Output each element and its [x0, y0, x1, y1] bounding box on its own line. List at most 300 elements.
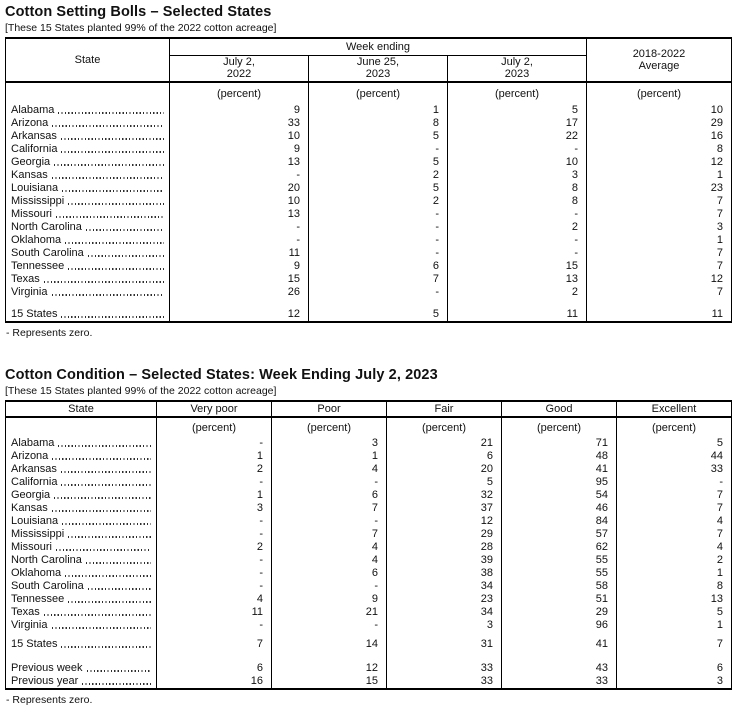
unit-cell: (percent) [272, 417, 387, 437]
value-cell: 37 [387, 502, 502, 515]
unit-cell: (percent) [617, 417, 732, 437]
value-cell: 33 [387, 662, 502, 675]
value-cell: 38 [387, 567, 502, 580]
value-cell: 11 [170, 247, 309, 260]
week-ending-group-header: Week ending [170, 38, 587, 55]
value-cell: 11 [448, 308, 587, 322]
state-cell [6, 662, 157, 675]
table-row [6, 476, 732, 489]
state-name: Texas [11, 606, 40, 618]
dotted-leader [65, 242, 164, 244]
unit-cell: (percent) [387, 417, 502, 437]
value-cell: 6 [272, 489, 387, 502]
value-cell: 5 [448, 104, 587, 117]
table-row [6, 580, 732, 593]
state-cell [6, 234, 170, 247]
value-cell: 1 [272, 450, 387, 463]
table-row [6, 208, 732, 221]
state-cell [6, 247, 170, 260]
state-name: Arkansas [11, 463, 57, 475]
dotted-leader [52, 458, 151, 460]
value-cell: 95 [502, 476, 617, 489]
table-row [6, 528, 732, 541]
value-cell: - [170, 221, 309, 234]
value-cell: 4 [272, 463, 387, 476]
unit-cell: (percent) [157, 417, 272, 437]
value-cell: 6 [157, 662, 272, 675]
value-cell: - [170, 169, 309, 182]
table-row [6, 541, 732, 554]
value-cell: 84 [502, 515, 617, 528]
table-row [6, 489, 732, 502]
state-name: Georgia [11, 156, 51, 168]
dotted-leader [88, 255, 164, 257]
value-cell: - [157, 554, 272, 567]
table-row [6, 273, 732, 286]
state-cell [6, 182, 170, 195]
col-header-poor: Poor [272, 401, 387, 417]
value-cell: - [157, 567, 272, 580]
total-row [6, 308, 732, 322]
value-cell: 23 [587, 182, 732, 195]
value-cell: 2 [448, 221, 587, 234]
state-name: California [11, 476, 58, 488]
header-row [6, 401, 732, 417]
value-cell: - [617, 476, 732, 489]
value-cell: 3 [448, 169, 587, 182]
state-name: Mississippi [11, 528, 65, 540]
value-cell: 3 [617, 675, 732, 689]
value-cell: 21 [272, 606, 387, 619]
table-row [6, 606, 732, 619]
state-name: Oklahoma [11, 234, 62, 246]
value-cell: 9 [272, 593, 387, 606]
value-cell: 2 [157, 541, 272, 554]
value-cell: 7 [157, 638, 272, 651]
value-cell: - [272, 515, 387, 528]
table-row [6, 437, 732, 450]
unit-cell: (percent) [448, 82, 587, 104]
table-row [6, 619, 732, 632]
state-cell [6, 195, 170, 208]
value-cell: 3 [157, 502, 272, 515]
value-cell: 5 [309, 130, 448, 143]
dotted-leader [44, 614, 151, 616]
spacer-row [6, 651, 732, 662]
value-cell: 7 [587, 195, 732, 208]
dotted-leader [58, 112, 164, 114]
value-cell: 2 [309, 169, 448, 182]
state-cell [6, 273, 170, 286]
value-cell: 28 [387, 541, 502, 554]
value-cell: - [448, 234, 587, 247]
value-cell: - [309, 208, 448, 221]
state-cell [6, 450, 157, 463]
value-cell: - [157, 515, 272, 528]
value-cell: 7 [272, 502, 387, 515]
value-cell: 8 [587, 143, 732, 156]
value-cell: 29 [387, 528, 502, 541]
state-name: North Carolina [11, 221, 82, 233]
value-cell: 4 [272, 541, 387, 554]
value-cell: - [170, 234, 309, 247]
value-cell: 2 [448, 286, 587, 299]
value-cell: 8 [617, 580, 732, 593]
previous-week-row [6, 662, 732, 675]
value-cell: 7 [587, 286, 732, 299]
dotted-leader [86, 562, 151, 564]
state-name: Texas [11, 273, 40, 285]
table-row [6, 515, 732, 528]
value-cell: 8 [448, 182, 587, 195]
unit-row [6, 417, 732, 437]
state-cell [6, 463, 157, 476]
dotted-leader [52, 125, 164, 127]
state-cell [6, 104, 170, 117]
value-cell: 29 [587, 117, 732, 130]
header-line: Average [638, 60, 680, 72]
col-header-fair: Fair [387, 401, 502, 417]
value-cell: 7 [587, 247, 732, 260]
value-cell: 51 [502, 593, 617, 606]
state-name: Tennessee [11, 260, 65, 272]
value-cell: - [157, 580, 272, 593]
value-cell: 2 [157, 463, 272, 476]
value-cell: 7 [309, 273, 448, 286]
value-cell: 46 [502, 502, 617, 515]
value-cell: 6 [387, 450, 502, 463]
value-cell: 1 [309, 104, 448, 117]
dotted-leader [61, 316, 164, 318]
value-cell: - [272, 619, 387, 632]
dotted-leader [68, 203, 164, 205]
value-cell: 13 [170, 156, 309, 169]
value-cell: 62 [502, 541, 617, 554]
state-cell [6, 593, 157, 606]
table-row [6, 117, 732, 130]
value-cell: - [157, 528, 272, 541]
value-cell: 9 [170, 104, 309, 117]
dotted-leader [52, 510, 151, 512]
value-cell: 10 [587, 104, 732, 117]
value-cell: 11 [157, 606, 272, 619]
dotted-leader [86, 229, 164, 231]
state-cell [6, 208, 170, 221]
dotted-leader [61, 646, 151, 648]
dotted-leader [52, 627, 152, 629]
total-label: 15 States [11, 638, 58, 650]
state-name: Virginia [11, 286, 48, 298]
value-cell: 3 [272, 437, 387, 450]
unit-cell: (percent) [170, 82, 309, 104]
value-cell: 7 [617, 489, 732, 502]
state-name: Missouri [11, 208, 52, 220]
empty-cell [6, 82, 170, 104]
table-row [6, 130, 732, 143]
value-cell: 15 [170, 273, 309, 286]
state-cell [6, 528, 157, 541]
dotted-leader [61, 151, 164, 153]
state-column-header: State [6, 401, 157, 417]
value-cell: 1 [617, 619, 732, 632]
value-cell: 2 [617, 554, 732, 567]
value-cell: 10 [170, 130, 309, 143]
state-cell [6, 308, 170, 322]
value-cell: 7 [617, 638, 732, 651]
value-cell: - [448, 247, 587, 260]
state-cell [6, 169, 170, 182]
value-cell: 8 [448, 195, 587, 208]
dotted-leader [52, 294, 165, 296]
table-row [6, 247, 732, 260]
table-row [6, 143, 732, 156]
value-cell: 13 [617, 593, 732, 606]
value-cell: 39 [387, 554, 502, 567]
state-name: Oklahoma [11, 567, 62, 579]
table-row [6, 195, 732, 208]
value-cell: 55 [502, 567, 617, 580]
value-cell: - [157, 619, 272, 632]
value-cell: 1 [157, 450, 272, 463]
header-line: July 2, [501, 56, 533, 69]
value-cell: 57 [502, 528, 617, 541]
header-line: June 25, [356, 56, 400, 69]
dotted-leader [61, 138, 164, 140]
dotted-leader [56, 549, 151, 551]
value-cell: 1 [157, 489, 272, 502]
state-cell [6, 143, 170, 156]
state-cell [6, 515, 157, 528]
value-cell: 31 [387, 638, 502, 651]
value-cell: - [272, 476, 387, 489]
dotted-leader [44, 281, 164, 283]
value-cell: 4 [617, 541, 732, 554]
state-name: Louisiana [11, 515, 59, 527]
value-cell: 3 [387, 619, 502, 632]
value-cell: 11 [587, 308, 732, 322]
previous-year-label: Previous year [11, 675, 79, 687]
value-cell: 33 [617, 463, 732, 476]
state-cell [6, 260, 170, 273]
dotted-leader [68, 601, 151, 603]
state-name: Louisiana [11, 182, 59, 194]
dotted-leader [62, 190, 164, 192]
value-cell: 9 [170, 260, 309, 273]
table-row [6, 169, 732, 182]
value-cell: 33 [502, 675, 617, 689]
unit-row [6, 82, 732, 104]
value-cell: 58 [502, 580, 617, 593]
value-cell: 26 [170, 286, 309, 299]
total-row [6, 638, 732, 651]
dotted-leader [54, 497, 151, 499]
value-cell: 32 [387, 489, 502, 502]
value-cell: 29 [502, 606, 617, 619]
state-name: Alabama [11, 104, 55, 116]
table-row [6, 182, 732, 195]
state-name: Mississippi [11, 195, 65, 207]
state-cell [6, 619, 157, 632]
value-cell: 16 [157, 675, 272, 689]
dotted-leader [87, 670, 151, 672]
previous-year-row [6, 675, 732, 689]
value-cell: 9 [170, 143, 309, 156]
dotted-leader [61, 484, 151, 486]
state-cell [6, 476, 157, 489]
state-cell [6, 554, 157, 567]
value-cell: 22 [448, 130, 587, 143]
value-cell: 5 [309, 308, 448, 322]
value-cell: 5 [309, 182, 448, 195]
value-cell: 14 [272, 638, 387, 651]
value-cell: 2 [309, 195, 448, 208]
value-cell: 1 [617, 567, 732, 580]
value-cell: - [157, 476, 272, 489]
state-name: Arizona [11, 450, 49, 462]
value-cell: 7 [587, 208, 732, 221]
state-cell [6, 130, 170, 143]
value-cell: 34 [387, 580, 502, 593]
dotted-leader [54, 164, 164, 166]
unit-cell: (percent) [587, 82, 732, 104]
value-cell: - [309, 234, 448, 247]
value-cell: 17 [448, 117, 587, 130]
value-cell: 48 [502, 450, 617, 463]
state-cell [6, 221, 170, 234]
value-cell: 7 [617, 528, 732, 541]
state-name: North Carolina [11, 554, 82, 566]
value-cell: 33 [170, 117, 309, 130]
state-cell [6, 606, 157, 619]
value-cell: 20 [387, 463, 502, 476]
value-cell: 12 [587, 156, 732, 169]
value-cell: 12 [587, 273, 732, 286]
value-cell: 8 [309, 117, 448, 130]
value-cell: 7 [617, 502, 732, 515]
setting-bolls-table [5, 37, 732, 323]
table1-title: Cotton Setting Bolls – Selected States [5, 4, 272, 20]
dotted-leader [56, 216, 164, 218]
state-cell [6, 156, 170, 169]
value-cell: 16 [587, 130, 732, 143]
col-header-july-2-2023 [448, 55, 587, 82]
value-cell: 6 [617, 662, 732, 675]
state-name: Arkansas [11, 130, 57, 142]
table2-title: Cotton Condition – Selected States: Week Ending July 2, 2023 [5, 367, 438, 383]
dotted-leader [68, 536, 151, 538]
table1-note: [These 15 States planted 99% of the 2022 cotton acreage] [5, 22, 277, 34]
state-cell [6, 675, 157, 689]
value-cell: 23 [387, 593, 502, 606]
unit-cell: (percent) [309, 82, 448, 104]
dotted-leader [88, 588, 151, 590]
table-row [6, 104, 732, 117]
value-cell: 96 [502, 619, 617, 632]
value-cell: 54 [502, 489, 617, 502]
cotton-condition-table [5, 400, 732, 690]
state-name: Kansas [11, 169, 48, 181]
table-row [6, 260, 732, 273]
state-cell [6, 117, 170, 130]
average-column-header [587, 38, 732, 82]
value-cell: 55 [502, 554, 617, 567]
table-row [6, 567, 732, 580]
state-name: California [11, 143, 58, 155]
total-label: 15 States [11, 308, 58, 320]
table-row [6, 463, 732, 476]
value-cell: 13 [170, 208, 309, 221]
state-cell [6, 437, 157, 450]
state-cell [6, 580, 157, 593]
table-row [6, 502, 732, 515]
table-row [6, 450, 732, 463]
value-cell: 4 [157, 593, 272, 606]
table2-note: [These 15 States planted 99% of the 2022 cotton acreage] [5, 385, 277, 397]
value-cell: 12 [272, 662, 387, 675]
value-cell: 1 [587, 234, 732, 247]
value-cell: - [309, 247, 448, 260]
value-cell: 44 [617, 450, 732, 463]
value-cell: - [309, 286, 448, 299]
value-cell: 41 [502, 463, 617, 476]
col-header-june-25-2023 [309, 55, 448, 82]
dotted-leader [62, 523, 151, 525]
table-row [6, 156, 732, 169]
header-line: 2023 [365, 68, 391, 81]
value-cell: 33 [387, 675, 502, 689]
state-name: Missouri [11, 541, 52, 553]
value-cell: 43 [502, 662, 617, 675]
dotted-leader [65, 575, 151, 577]
dotted-leader [61, 471, 151, 473]
value-cell: 6 [309, 260, 448, 273]
state-name: South Carolina [11, 580, 84, 592]
state-name: Virginia [11, 619, 48, 631]
value-cell: 1 [587, 169, 732, 182]
spacer-row [6, 299, 732, 308]
dotted-leader [82, 683, 151, 685]
value-cell: 5 [617, 606, 732, 619]
dotted-leader [52, 177, 164, 179]
value-cell: - [448, 143, 587, 156]
empty-cell [6, 417, 157, 437]
value-cell: 10 [448, 156, 587, 169]
header-line: 2022 [226, 68, 252, 81]
col-header-july-2-2022 [170, 55, 309, 82]
value-cell: 10 [170, 195, 309, 208]
state-name: Tennessee [11, 593, 65, 605]
state-cell [6, 638, 157, 651]
state-cell [6, 567, 157, 580]
value-cell: 5 [617, 437, 732, 450]
value-cell: 15 [448, 260, 587, 273]
state-cell [6, 502, 157, 515]
col-header-excellent: Excellent [617, 401, 732, 417]
header-line: 2018-2022 [632, 48, 686, 60]
value-cell: 7 [587, 260, 732, 273]
state-column-header: State [6, 38, 170, 82]
value-cell: 5 [387, 476, 502, 489]
state-name: Alabama [11, 437, 55, 449]
value-cell: - [272, 580, 387, 593]
table-row [6, 554, 732, 567]
state-cell [6, 541, 157, 554]
value-cell: 12 [387, 515, 502, 528]
table-row [6, 593, 732, 606]
value-cell: 4 [617, 515, 732, 528]
header-row-group [6, 38, 732, 55]
value-cell: 34 [387, 606, 502, 619]
